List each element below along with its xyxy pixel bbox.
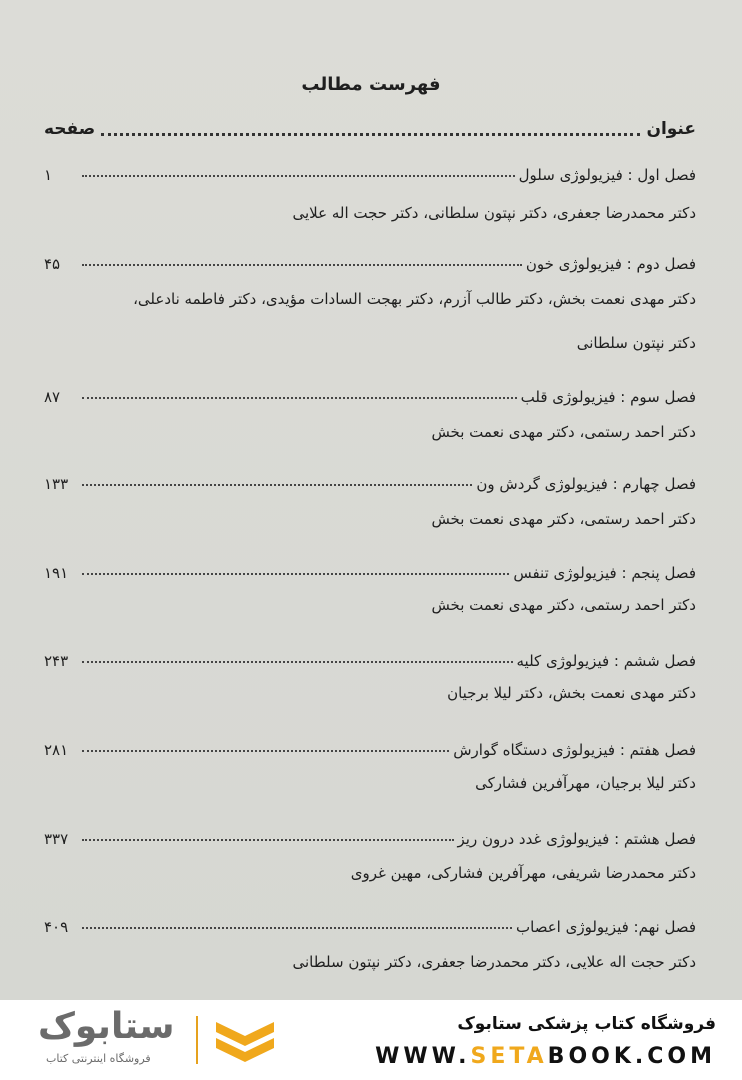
store-name: فروشگاه کتاب پزشکی ستابوک (457, 1014, 716, 1034)
dot-leader (82, 175, 515, 177)
chapter-page: ۴۰۹ (44, 918, 69, 936)
chapter-page: ۴۵ (44, 255, 61, 273)
chapter-page: ۲۸۱ (44, 741, 69, 759)
store-logo-text: ستابوک (38, 1006, 175, 1047)
dot-leader (82, 397, 517, 399)
dot-leader (82, 484, 472, 486)
toc-chapter-row (44, 154, 696, 184)
chapter-title: فصل اول : فیزیولوژی سلول (518, 166, 696, 184)
toc-chapter-row (44, 376, 696, 406)
url-suffix: BOOK.COM (547, 1044, 716, 1069)
toc-chapter-row (44, 818, 696, 848)
chapter-authors: دکتر احمد رستمی، دکتر مهدی نعمت بخش (431, 596, 696, 614)
toc-chapter-row (44, 243, 696, 273)
chapter-page: ۱۳۳ (44, 475, 69, 493)
book-logo-icon (210, 1014, 280, 1070)
chapter-title: فصل پنجم : فیزیولوژی تنفس (513, 564, 696, 582)
toc-chapter-row (44, 463, 696, 493)
dot-leader (82, 573, 509, 575)
chapter-authors: دکتر مهدی نعمت بخش، دکتر طالب آزرم، دکتر بهجت السادات مؤیدی، دکتر فاطمه نادعلی، (133, 290, 696, 308)
chapter-title: فصل سوم : فیزیولوژی قلب (520, 388, 696, 406)
dot-leader (82, 927, 512, 929)
chapter-authors: دکتر مهدی نعمت بخش، دکتر لیلا برجیان (447, 684, 696, 702)
toc-chapter-row (44, 729, 696, 759)
toc-chapter-row (44, 552, 696, 582)
url-prefix: WWW. (375, 1044, 471, 1069)
dot-leader (101, 123, 640, 136)
store-footer-banner (0, 1000, 742, 1080)
chapter-page: ۱ (44, 166, 53, 184)
url-brand: SETA (470, 1044, 548, 1069)
chapter-page: ۱۹۱ (44, 564, 69, 582)
dot-leader (82, 661, 513, 663)
chapter-title: فصل هفتم : فیزیولوژی دستگاه گوارش (453, 741, 696, 759)
logo-divider (196, 1016, 198, 1064)
chapter-authors: دکتر نپتون سلطانی (576, 334, 696, 352)
chapter-title: فصل چهارم : فیزیولوژی گردش ون (476, 475, 696, 493)
title-column-label: عنوان (646, 119, 696, 139)
chapter-authors: دکتر حجت اله علایی، دکتر محمدرضا جعفری، دکتر نپتون سلطانی (292, 953, 696, 971)
chapter-authors: دکتر لیلا برجیان، مهرآفرین فشارکی (475, 774, 696, 792)
chapter-title: فصل هشتم : فیزیولوژی غدد درون ریز (457, 830, 696, 848)
chapter-authors: دکتر محمدرضا شریفی، مهرآفرین فشارکی، مهین غروی (350, 864, 696, 882)
chapter-page: ۸۷ (44, 388, 61, 406)
chapter-page: ۲۴۳ (44, 652, 69, 670)
toc-header (44, 116, 696, 142)
chapter-title: فصل نهم: فیزیولوژی اعصاب (516, 918, 696, 936)
chapter-title: فصل دوم : فیزیولوژی خون (525, 255, 696, 273)
dot-leader (82, 839, 454, 841)
page-column-label: صفحه (44, 119, 96, 139)
toc-chapter-row (44, 640, 696, 670)
chapter-authors: دکتر محمدرضا جعفری، دکتر نپتون سلطانی، دکتر حجت اله علایی (292, 204, 696, 222)
toc-chapter-row (44, 906, 696, 936)
dot-leader (82, 264, 522, 266)
chapter-title: فصل ششم : فیزیولوژی کلیه (516, 652, 696, 670)
chapter-authors: دکتر احمد رستمی، دکتر مهدی نعمت بخش (431, 423, 696, 441)
chapter-page: ۳۳۷ (44, 830, 69, 848)
chapter-authors: دکتر احمد رستمی، دکتر مهدی نعمت بخش (431, 510, 696, 528)
store-logo-subtitle: فروشگاه اینترنتی کتاب (46, 1052, 151, 1065)
dot-leader (82, 750, 449, 752)
store-url[interactable] (375, 1044, 716, 1069)
toc-title: فهرست مطالب (301, 74, 441, 95)
